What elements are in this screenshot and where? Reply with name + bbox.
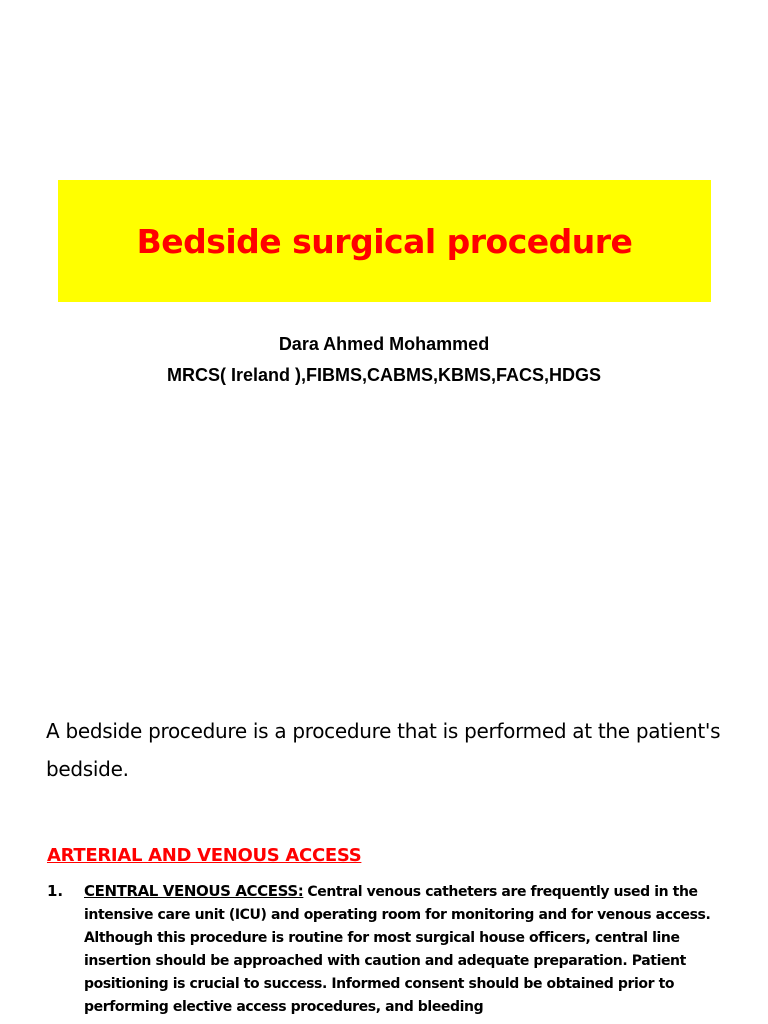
title-banner: [58, 180, 711, 302]
page-title: Bedside surgical procedure: [136, 221, 633, 261]
list-item-number: 1.: [47, 882, 64, 900]
list-item-body: [84, 880, 734, 1019]
list-item-label: CENTRAL VENOUS ACCESS:: [84, 882, 304, 900]
list-item-text: Central venous catheters are frequently used in the intensive care unit (ICU) and operating room for monitoring and for venous access. Although this procedure is routine for most surgical house officers, central line insertion should be approached with caution and adequate preparation. Patient positioning is crucial to success. Informed consent should be obtained prior to performing elective access procedures, and bleeding: [84, 884, 711, 1015]
section-heading: ARTERIAL AND VENOUS ACCESS: [47, 845, 362, 866]
author-name: Dara Ahmed Mohammed: [278, 334, 490, 354]
intro-paragraph: A bedside procedure is a procedure that is performed at the patient's bedside.: [46, 719, 721, 781]
author-credentials: MRCS( Ireland ),FIBMS,CABMS,KBMS,FACS,HDGS: [166, 365, 601, 385]
